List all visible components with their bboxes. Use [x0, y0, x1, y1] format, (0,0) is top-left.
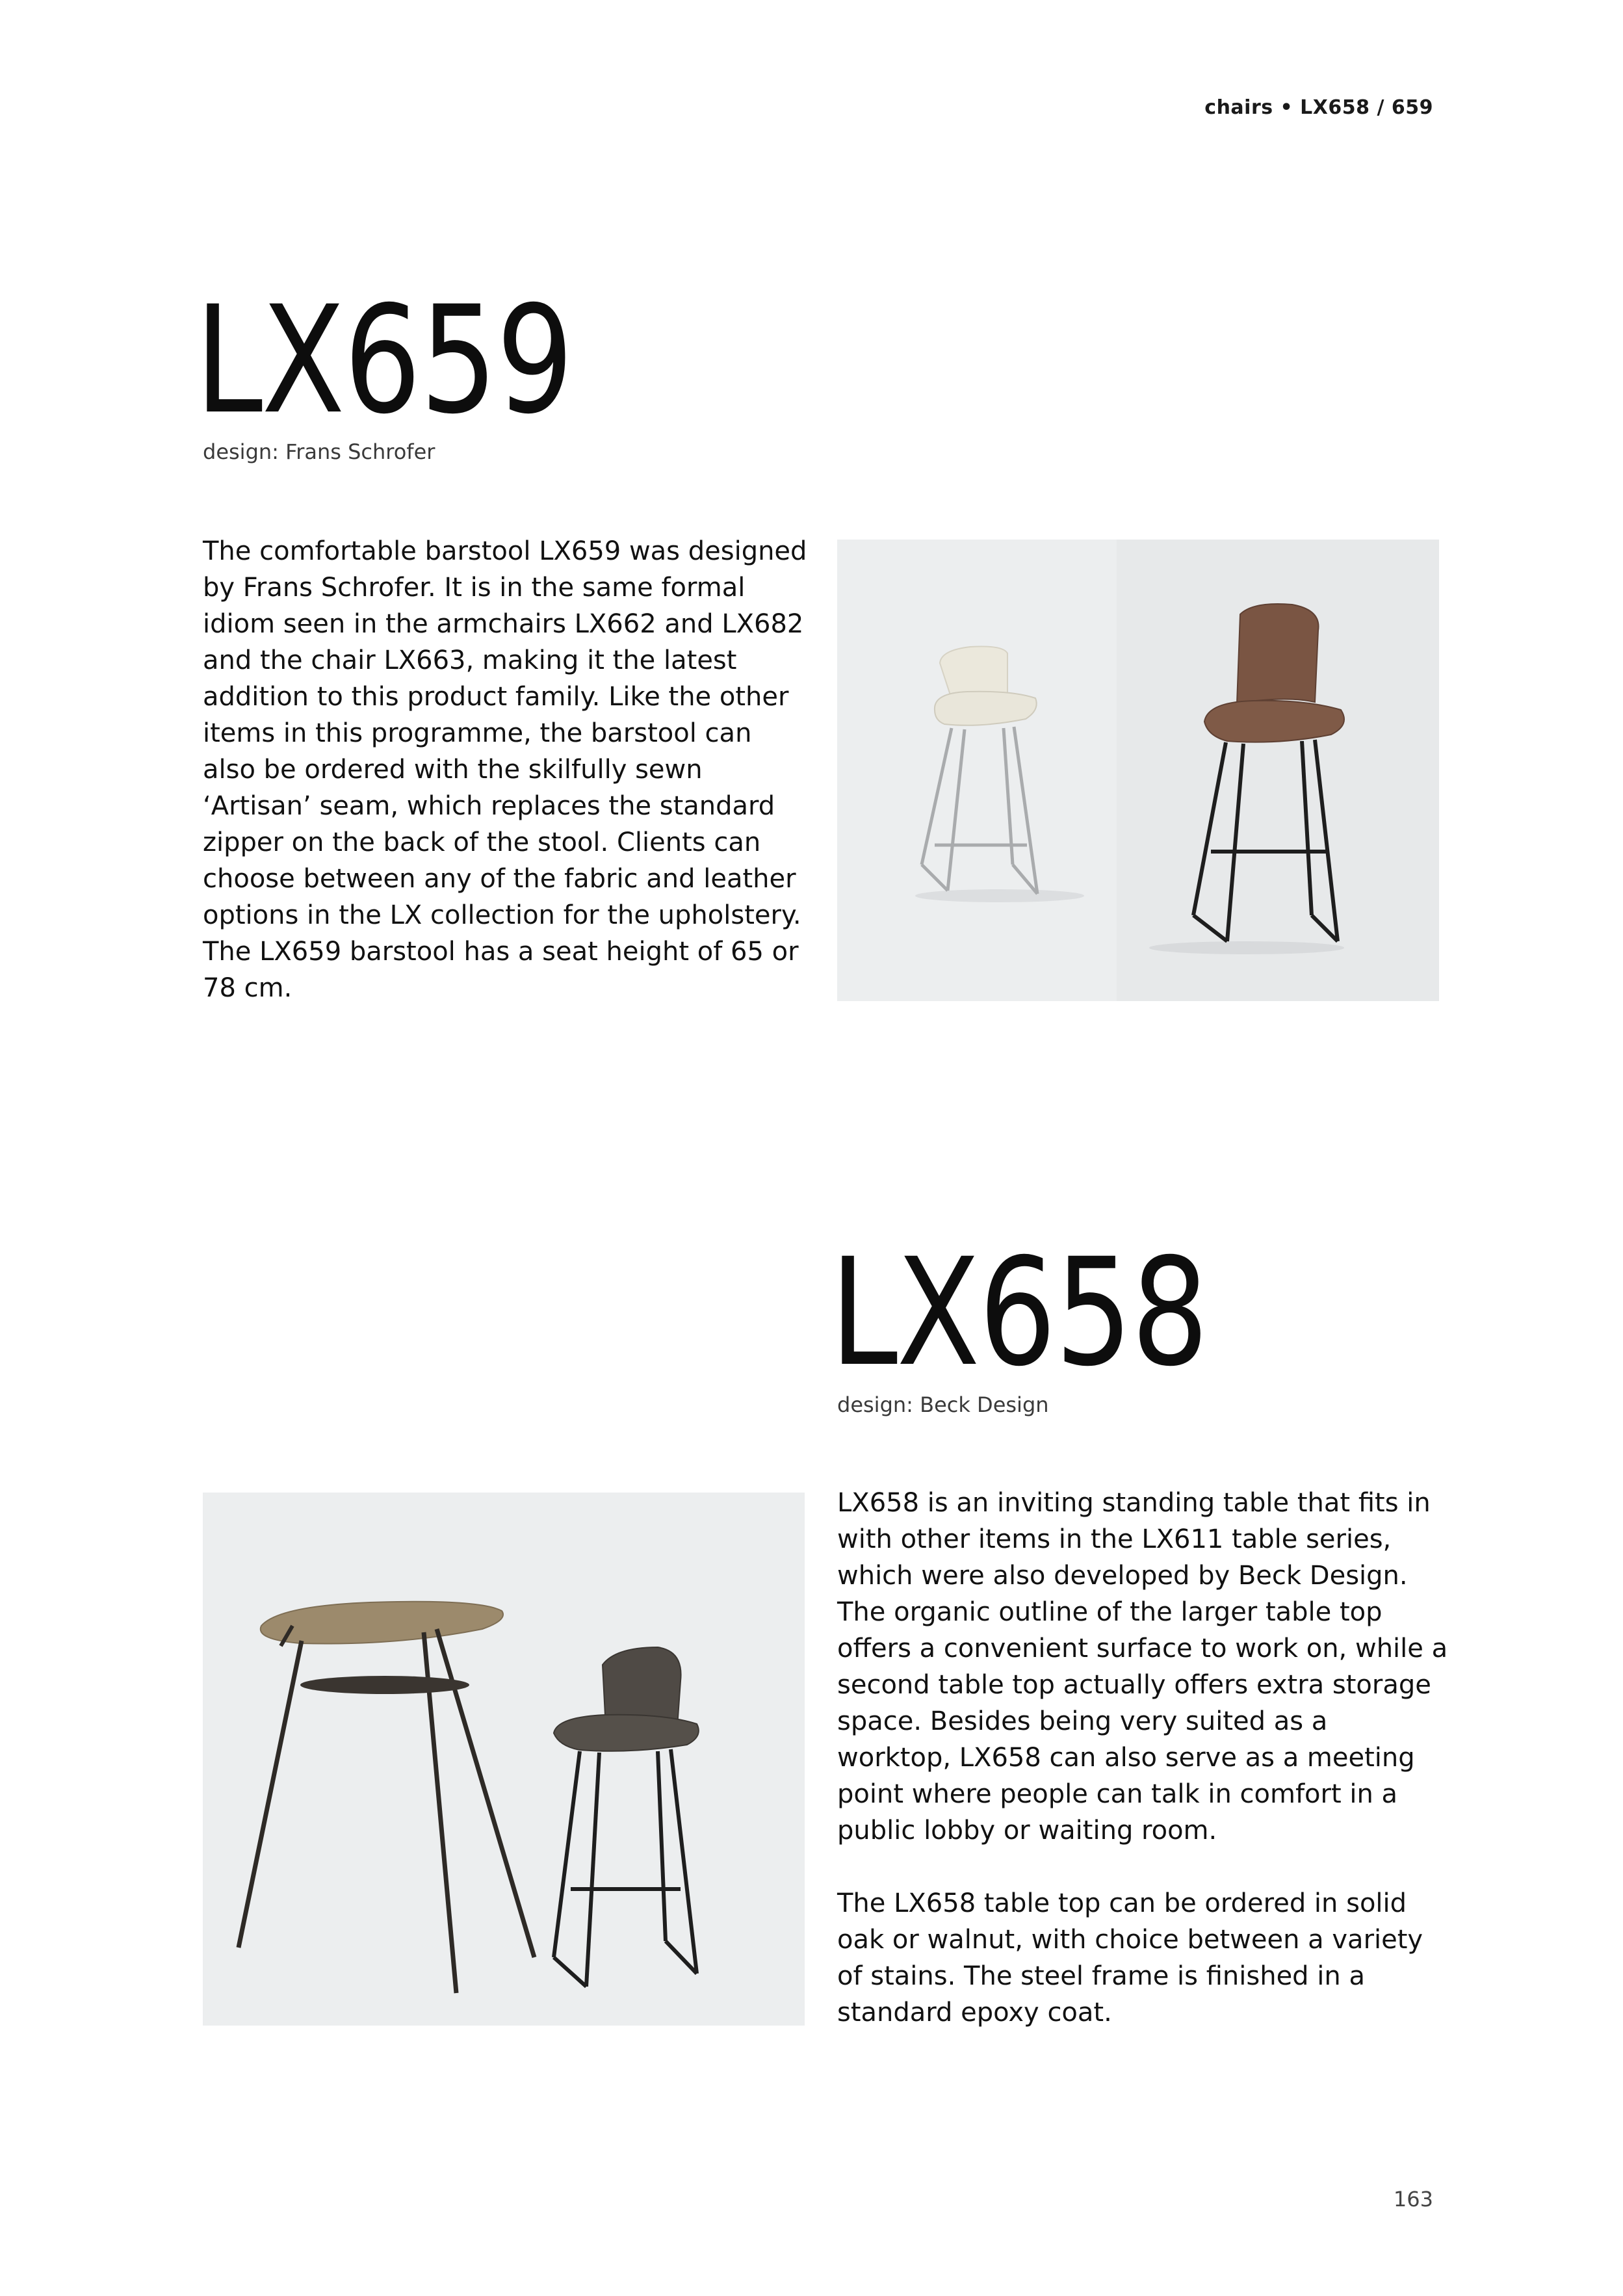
- page-number: 163: [1393, 2187, 1433, 2211]
- lx659-title: LX659: [195, 274, 573, 447]
- barstools-illustration: [837, 540, 1439, 1001]
- lx658-title: LX658: [830, 1226, 1208, 1399]
- lx659-description-text: The comfortable barstool LX659 was designed by Frans Schrofer. It is in the same formal idiom seen in the armchairs LX662 and LX682 and the chair LX663, making it the latest addition to this product family. Like the other items in this programme, the barstool can also be ordered with the skilfully sewn ‘Artisan’ seam, which replaces the standard zipper on the back of the stool. Clients can choose between any of the fabric and leather options in the LX collection for the upholstery. The LX659 barstool has a seat height of 65 or 78 cm.: [203, 536, 807, 1003]
- right-stool-shadow: [1149, 941, 1344, 954]
- table-and-stool-illustration: [203, 1493, 805, 2026]
- lx659-product-photo: [837, 540, 1439, 1001]
- lx659-description: [203, 533, 807, 1006]
- lx658-description-paragraph-2: The LX658 table top can be ordered in solid oak or walnut, with choice between a variety of stains. The steel frame is finished in a standard epoxy coat.: [837, 1888, 1423, 2028]
- lx658-description: [837, 1485, 1448, 2031]
- lx658-product-photo: [203, 1493, 805, 2026]
- lx658-designer: design: Beck Design: [837, 1392, 1049, 1417]
- left-stool-shadow: [915, 889, 1084, 902]
- section-breadcrumb: chairs • LX658 / 659: [1204, 96, 1433, 119]
- lx658-description-paragraph-1: LX658 is an inviting standing table that fits in with other items in the LX611 table series, which were also developed by Beck Design. The organic outline of the larger table top offers a convenient surface to work on, while a second table top actually offers extra storage space. Besides being very suited as a worktop, LX658 can also serve as a meeting point where people can talk in comfort in a public lobby or waiting room.: [837, 1488, 1448, 1846]
- lx659-designer: design: Frans Schrofer: [203, 439, 435, 464]
